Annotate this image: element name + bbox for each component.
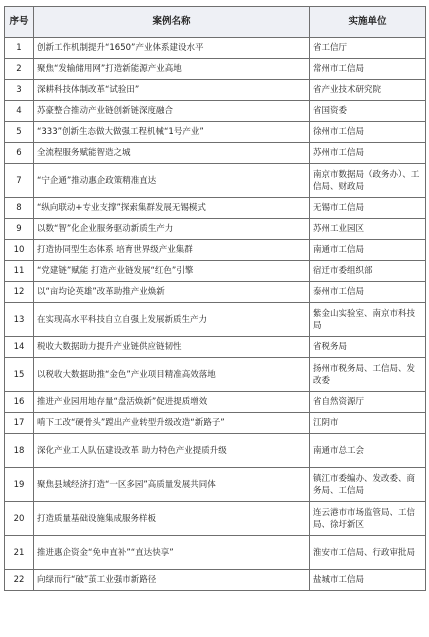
unit-cell: 苏州工业园区	[310, 219, 426, 240]
unit-cell: 省产业技术研究院	[310, 80, 426, 101]
table-row	[5, 240, 426, 261]
case-name-cell: 打造质量基础设施集成服务样板	[34, 502, 310, 536]
row-number-cell: 18	[5, 434, 34, 468]
unit-cell: 徐州市工信局	[310, 122, 426, 143]
unit-cell: 无锡市工信局	[310, 198, 426, 219]
unit-cell: 南京市数据局（政务办）、工信局、财政局	[310, 164, 426, 198]
row-number-cell: 19	[5, 468, 34, 502]
case-name-cell: 以税收大数据助推“金色”产业项目精准高效落地	[34, 358, 310, 392]
case-name-cell: 以“亩均论英雄”改革助推产业焕新	[34, 282, 310, 303]
table-row	[5, 392, 426, 413]
case-name-cell: 向绿而行“破”茧工业强市新路径	[34, 570, 310, 591]
unit-cell: 江阴市	[310, 413, 426, 434]
row-number-cell: 17	[5, 413, 34, 434]
row-number-cell: 13	[5, 303, 34, 337]
unit-cell: 省自然资源厅	[310, 392, 426, 413]
unit-cell: 苏州市工信局	[310, 143, 426, 164]
row-number-cell: 8	[5, 198, 34, 219]
case-name-cell: 创新工作机制提升“1650”产业体系建设水平	[34, 38, 310, 59]
table-row	[5, 59, 426, 80]
case-name-cell: “333”创新生态做大做强工程机械“1号产业”	[34, 122, 310, 143]
case-table	[4, 6, 426, 591]
case-name-cell: 全流程服务赋能智造之城	[34, 143, 310, 164]
table-row	[5, 536, 426, 570]
table-row	[5, 502, 426, 536]
row-number-cell: 7	[5, 164, 34, 198]
table-row	[5, 413, 426, 434]
col-header-unit: 实施单位	[310, 7, 426, 38]
unit-cell: 紫金山实验室、南京市科技局	[310, 303, 426, 337]
unit-cell: 南通市总工会	[310, 434, 426, 468]
col-header-no: 序号	[5, 7, 34, 38]
case-name-cell: 在实现高水平科技自立自强上发展新质生产力	[34, 303, 310, 337]
table-row	[5, 337, 426, 358]
case-name-cell: 打造协同型生态体系 培育世界级产业集群	[34, 240, 310, 261]
unit-cell: 淮安市工信局、行政审批局	[310, 536, 426, 570]
case-name-cell: 税收大数据助力提升产业链供应链韧性	[34, 337, 310, 358]
row-number-cell: 11	[5, 261, 34, 282]
table-row	[5, 434, 426, 468]
case-name-cell: “纵向联动+专业支撑”探索集群发展无锡模式	[34, 198, 310, 219]
case-name-cell: 以数“智”化企业服务驱动新质生产力	[34, 219, 310, 240]
unit-cell: 连云港市市场监管局、工信局、徐圩新区	[310, 502, 426, 536]
unit-cell: 省税务局	[310, 337, 426, 358]
table-row	[5, 122, 426, 143]
row-number-cell: 14	[5, 337, 34, 358]
unit-cell: 宿迁市委组织部	[310, 261, 426, 282]
unit-cell: 扬州市税务局、工信局、发改委	[310, 358, 426, 392]
col-header-case-name: 案例名称	[34, 7, 310, 38]
table-header-row	[5, 7, 426, 38]
case-name-cell: 深化产业工人队伍建设改革 助力特色产业提质升级	[34, 434, 310, 468]
unit-cell: 省国资委	[310, 101, 426, 122]
case-name-cell: 深耕科技体制改革“试验田”	[34, 80, 310, 101]
table-row	[5, 261, 426, 282]
table-row	[5, 164, 426, 198]
unit-cell: 常州市工信局	[310, 59, 426, 80]
case-name-cell: “党建链”赋能 打造产业链发展“红色”引擎	[34, 261, 310, 282]
row-number-cell: 2	[5, 59, 34, 80]
table-row	[5, 282, 426, 303]
row-number-cell: 3	[5, 80, 34, 101]
case-name-cell: 聚焦“发输储用网”打造新能源产业高地	[34, 59, 310, 80]
table-row	[5, 80, 426, 101]
case-name-cell: 聚焦县域经济打造“一区多园”高质量发展共同体	[34, 468, 310, 502]
unit-cell: 南通市工信局	[310, 240, 426, 261]
row-number-cell: 12	[5, 282, 34, 303]
row-number-cell: 6	[5, 143, 34, 164]
unit-cell: 镇江市委编办、发改委、商务局、工信局	[310, 468, 426, 502]
case-name-cell: 苏豪整合推动产业链创新链深度融合	[34, 101, 310, 122]
case-name-cell: “宁企通”推动惠企政策精准直达	[34, 164, 310, 198]
table-row	[5, 143, 426, 164]
table-row	[5, 219, 426, 240]
table-row	[5, 101, 426, 122]
table-row	[5, 570, 426, 591]
table-row	[5, 38, 426, 59]
row-number-cell: 5	[5, 122, 34, 143]
table-row	[5, 303, 426, 337]
row-number-cell: 20	[5, 502, 34, 536]
unit-cell: 泰州市工信局	[310, 282, 426, 303]
table-row	[5, 358, 426, 392]
row-number-cell: 21	[5, 536, 34, 570]
row-number-cell: 9	[5, 219, 34, 240]
row-number-cell: 4	[5, 101, 34, 122]
unit-cell: 盐城市工信局	[310, 570, 426, 591]
row-number-cell: 16	[5, 392, 34, 413]
table-body	[5, 38, 426, 591]
row-number-cell: 1	[5, 38, 34, 59]
unit-cell: 省工信厅	[310, 38, 426, 59]
table-row	[5, 468, 426, 502]
row-number-cell: 15	[5, 358, 34, 392]
row-number-cell: 22	[5, 570, 34, 591]
case-name-cell: 推进惠企资金“免申直补”“直达快享”	[34, 536, 310, 570]
case-name-cell: 啃下工改“硬骨头”蹚出产业转型升级改造“新路子”	[34, 413, 310, 434]
case-name-cell: 推进产业园用地存量“盘活焕新”促进提质增效	[34, 392, 310, 413]
table-row	[5, 198, 426, 219]
row-number-cell: 10	[5, 240, 34, 261]
